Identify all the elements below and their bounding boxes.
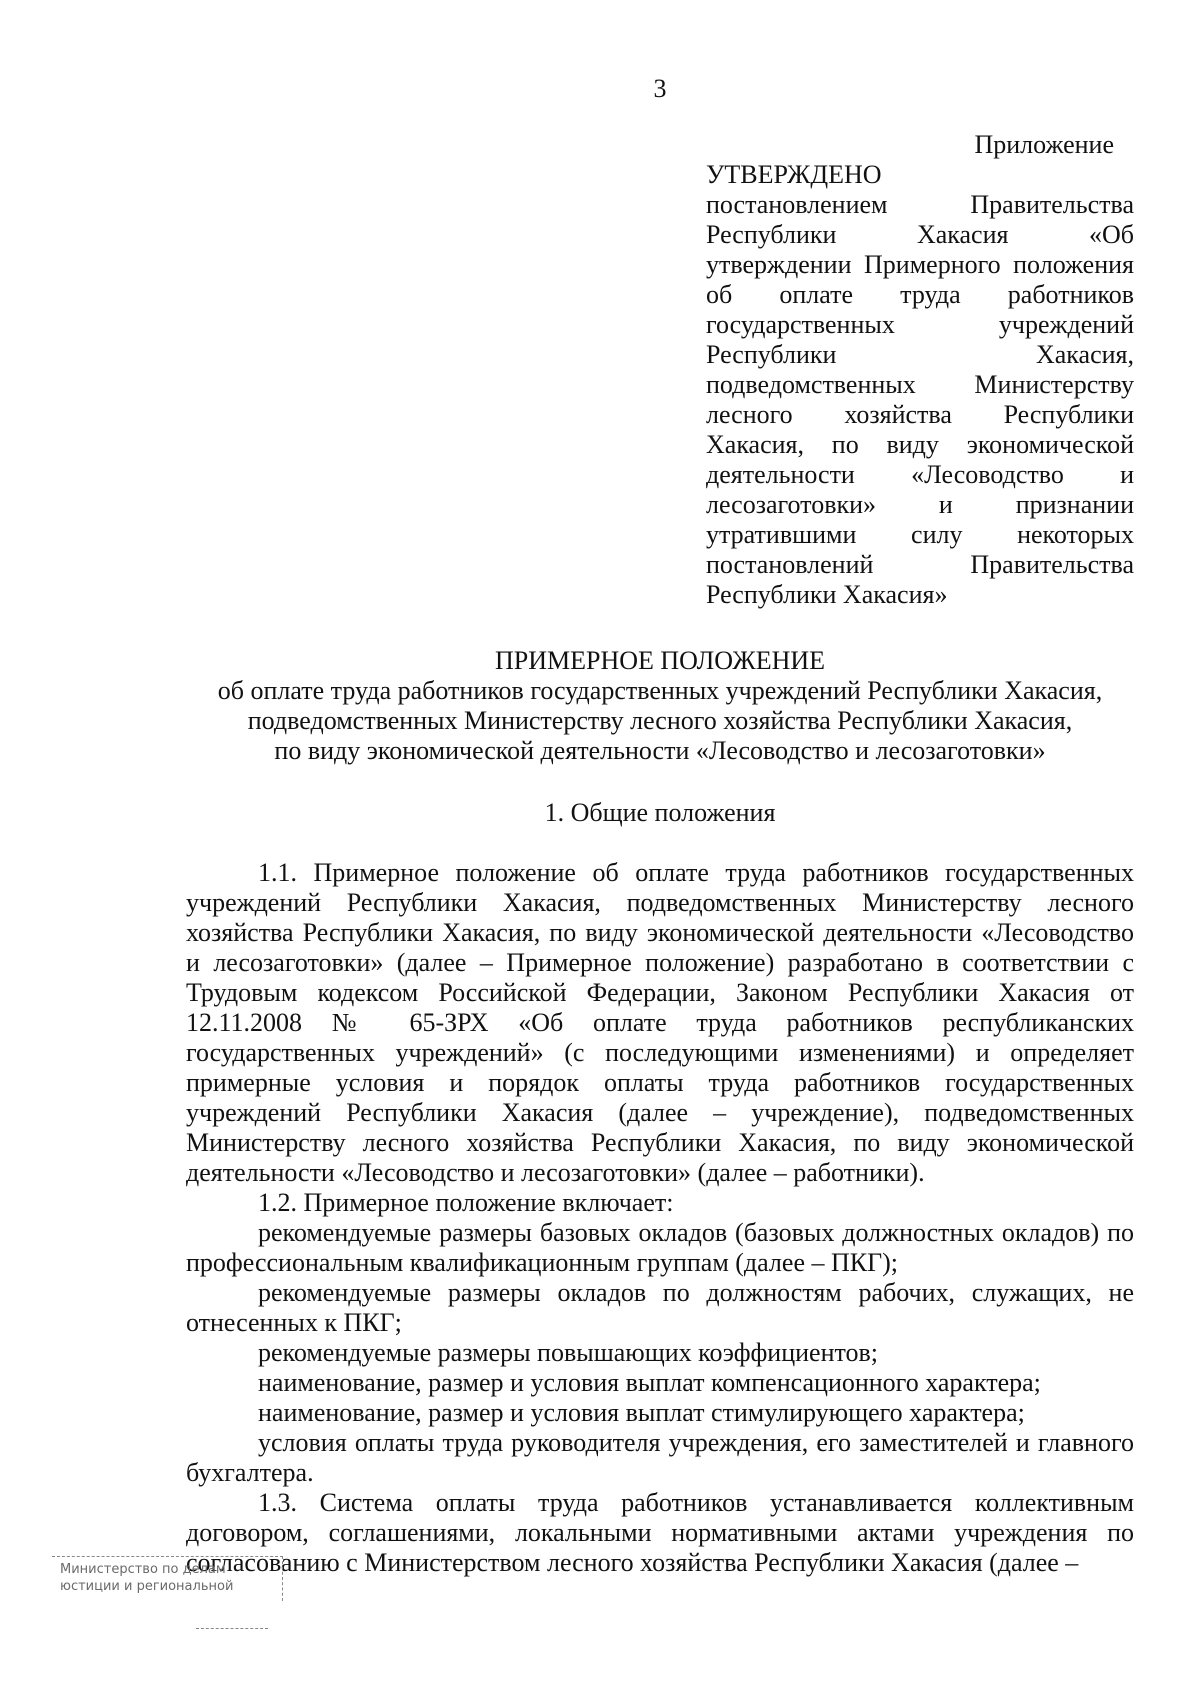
list-item: рекомендуемые размеры базовых окладов (базовых должностных окладов) по профессиональным квалификационным группам (далее – ПКГ); xyxy=(186,1218,1134,1277)
approval-title: УТВЕРЖДЕНО xyxy=(706,160,882,189)
list-item: условия оплаты труда руководителя учреждения, его заместителей и главного бухгалтера. xyxy=(186,1428,1134,1487)
stamp-tail xyxy=(196,1628,268,1629)
list-item: рекомендуемые размеры повышающих коэффициентов; xyxy=(258,1338,879,1367)
stamp-line-1: Министерство по делам xyxy=(60,1562,226,1577)
registration-stamp xyxy=(52,1556,283,1601)
list-item: наименование, размер и условия выплат стимулирующего характера; xyxy=(258,1398,1025,1427)
document-subtitle-line-3: по виду экономической деятельности «Лесоводство и лесозаготовки» xyxy=(274,736,1046,765)
paragraph-1-3: 1.3. Система оплаты труда работников устанавливается коллективным договором, соглашениями, локальными нормативными актами учреждения по согласованию с Министерством лесного хозяйства Республики Хакасия (далее – xyxy=(186,1488,1134,1577)
approval-block xyxy=(706,160,1134,610)
stamp-line-2: юстиции и региональной xyxy=(60,1579,234,1594)
appendix-label: Приложение xyxy=(974,130,1114,159)
page-number: 3 xyxy=(653,74,667,103)
document-subtitle-line-1: об оплате труда работников государственных учреждений Республики Хакасия, xyxy=(217,676,1103,705)
list-item: наименование, размер и условия выплат компенсационного характера; xyxy=(258,1368,1041,1397)
document-header xyxy=(160,646,1160,766)
list-item: рекомендуемые размеры окладов по должностям рабочих, служащих, не отнесенных к ПКГ; xyxy=(186,1278,1134,1337)
paragraph-1-1: 1.1. Примерное положение об оплате труда работников государственных учреждений Республики Хакасия, подведомственных Министерству лесного хозяйства Республики Хакасия, по виду экономической деятельности «Лесоводство и лесозаготовки» (далее – Примерное положение) разработано в соответствии с Трудовым кодексом Российской Федерации, Законом Республики Хакасия от 12.11.2008 № 65-ЗРХ «Об оплате труда работников республиканских государственных учреждений» (с последующими изменениями) и определяет примерные условия и порядок оплаты труда работников государственных учреждений Республики Хакасия (далее – учреждение), подведомственных Министерству лесного хозяйства Республики Хакасия, по виду экономической деятельности «Лесоводство и лесозаготовки» (далее – работники). xyxy=(186,858,1134,1187)
approval-text: постановлением Правительства Республики Хакасия «Об утверждении Примерного положения об оплате труда работников государственных учреждений Республики Хакасия, подведомственных Министерству лесного хозяйства Республики Хакасия, по виду экономической деятельности «Лесоводство и лесозаготовки» и признании утратившими силу некоторых постановлений Правительства Республики Хакасия» xyxy=(706,190,1134,609)
section-heading: 1. Общие положения xyxy=(544,798,776,827)
document-subtitle-line-2: подведомственных Министерству лесного хозяйства Республики Хакасия, xyxy=(247,706,1073,735)
body-text xyxy=(186,858,1134,1578)
document-title: ПРИМЕРНОЕ ПОЛОЖЕНИЕ xyxy=(494,646,826,675)
paragraph-1-2: 1.2. Примерное положение включает: xyxy=(258,1188,674,1217)
